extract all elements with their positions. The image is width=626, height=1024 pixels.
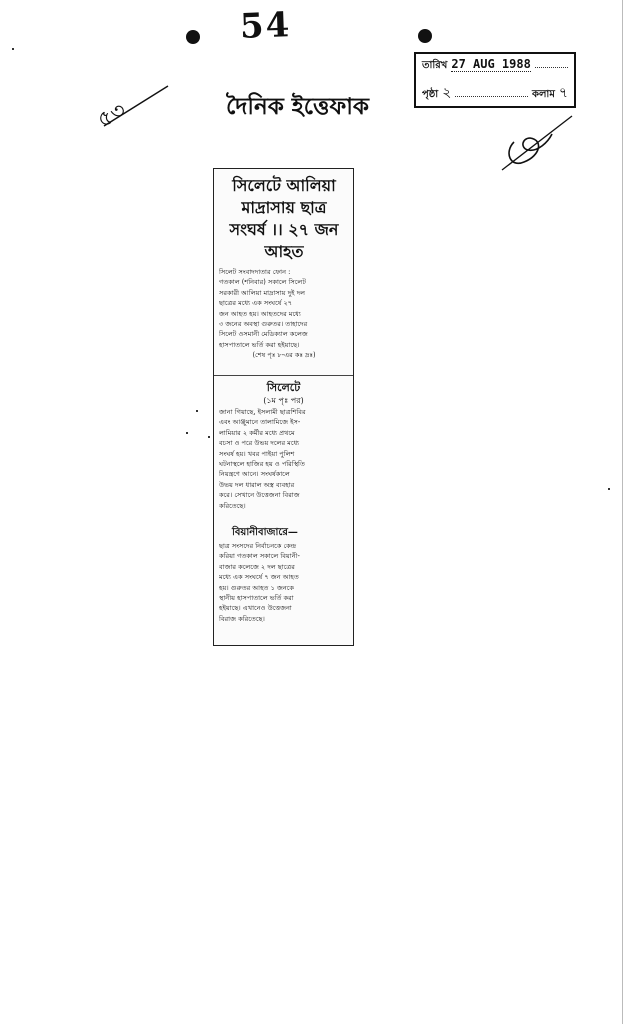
scan-speck xyxy=(12,48,14,50)
headline-line: সিলেটে আলিয়া xyxy=(232,176,336,195)
stamp-page-value: ২ xyxy=(442,85,452,101)
text-line: উভয় দল ধারাল অস্ত্র ব্যবহার xyxy=(219,480,295,489)
text-line: স্থানীয় হাসপাতালে ভর্তি করা xyxy=(219,594,294,603)
clipping-divider xyxy=(214,375,353,376)
lead-paragraph xyxy=(219,267,349,361)
page-number: 54 xyxy=(239,5,293,47)
text-line: সংঘর্ষ হয়। খবর পাইয়া পুলিশ xyxy=(219,449,295,458)
headline-line: আহত xyxy=(264,242,304,261)
stamp-date-value: 27 AUG 1988 xyxy=(451,57,531,71)
text-line: বাজার কলেজে ২ দল ছাত্রের xyxy=(219,562,295,571)
text-line: লামিয়ার ২ কর্মীর মধ্যে প্রথমে xyxy=(219,428,295,437)
punch-hole-icon xyxy=(418,29,432,43)
scan-speck xyxy=(186,432,188,434)
scan-speck xyxy=(208,436,210,438)
text-line: হাসপাতালে ভর্তি করা হইয়াছে। xyxy=(219,340,300,349)
text-line: এবং আঞ্জুমানে তালামিজে ইস- xyxy=(219,418,301,427)
beanibazar-heading: বিয়ানীবাজারে— xyxy=(232,527,298,538)
text-line: ঘটনাস্থলে হাজির হয় ও পরিস্থিতি xyxy=(219,460,305,469)
text-line: জন আহত হয়। আহতদের মধ্যে xyxy=(219,309,301,318)
stamp-page-row xyxy=(422,81,568,105)
text-line: বচসা ও পরে উভয় দলের মধ্যে xyxy=(219,439,300,448)
stamp-page-label: পৃষ্ঠা xyxy=(422,89,439,100)
margin-underline xyxy=(100,80,172,130)
text-line: ছাত্র সংসদের নির্বাচনকে কেন্দ্র xyxy=(219,542,297,550)
page-edge xyxy=(622,0,623,1024)
text-line: সিলেট ওসমানী মেডিক্যাল কলেজ xyxy=(219,330,308,339)
headline-line: মাদ্রাসায় ছাত্র xyxy=(241,198,327,217)
scan-speck xyxy=(608,488,610,490)
text-line: (শেষ পৃঃ ৮-এর কঃ দ্রঃ) xyxy=(252,351,316,360)
text-line: হইয়াছে। এখানেও উত্তেজনা xyxy=(219,604,292,613)
stamp-column-value: ৭ xyxy=(558,85,568,101)
continuation-heading: সিলেটে xyxy=(266,381,301,394)
text-line: নিয়ন্ত্রণে আনে। সংঘর্ষকালে xyxy=(219,470,290,479)
text-line: করে। সেখানে উত্তেজনা বিরাজ xyxy=(219,491,300,500)
stamp-date-row xyxy=(422,57,568,81)
date-stamp xyxy=(414,52,576,108)
text-line: জানা গিয়াছে, ইসলামী ছাত্রশিবির xyxy=(219,408,306,416)
text-line: ছাত্রের মধ্যে এক সংঘর্ষে ২৭ xyxy=(219,299,293,308)
clipping-headline xyxy=(220,175,348,263)
scan-speck xyxy=(196,410,198,412)
text-line: সিলেট সংবাদদাতার ফোন : xyxy=(219,268,291,276)
punch-hole-icon xyxy=(186,30,200,44)
text-line: মধ্যে এক সংঘর্ষে ৭ জন আহত xyxy=(219,573,299,582)
headline-line: সংঘর্ষ ।। ২৭ জন xyxy=(229,220,339,239)
newspaper-name: দৈনিক ইত্তেফাক xyxy=(226,94,370,120)
handwritten-initials-icon xyxy=(500,112,576,172)
margin-note: ৫৩ xyxy=(93,97,131,134)
text-line: বিরাজ করিতেছে। xyxy=(219,614,265,623)
text-line: করিতেছে। xyxy=(219,501,246,510)
text-line: হয়। গুরুতর আহত ১ জনকে xyxy=(219,583,295,592)
stamp-date-label: তারিখ xyxy=(422,60,448,71)
continuation-paragraph xyxy=(219,407,349,511)
text-line: সরকারী আলিয়া মাদ্রাসায় দুই দল xyxy=(219,288,305,297)
news-clipping xyxy=(213,168,354,646)
continuation-from: (১ম পৃঃ পর) xyxy=(263,396,304,405)
text-line: ৩ জনের অবস্থা গুরুতর। তাহাদের xyxy=(219,320,308,329)
text-line: করিয়া গতকাল সকালে বিয়ানী- xyxy=(219,552,300,561)
stamp-column-label: কলাম xyxy=(531,89,555,100)
text-line: গতকাল (শনিবার) সকালে সিলেট xyxy=(219,278,306,287)
beanibazar-paragraph xyxy=(219,541,349,624)
